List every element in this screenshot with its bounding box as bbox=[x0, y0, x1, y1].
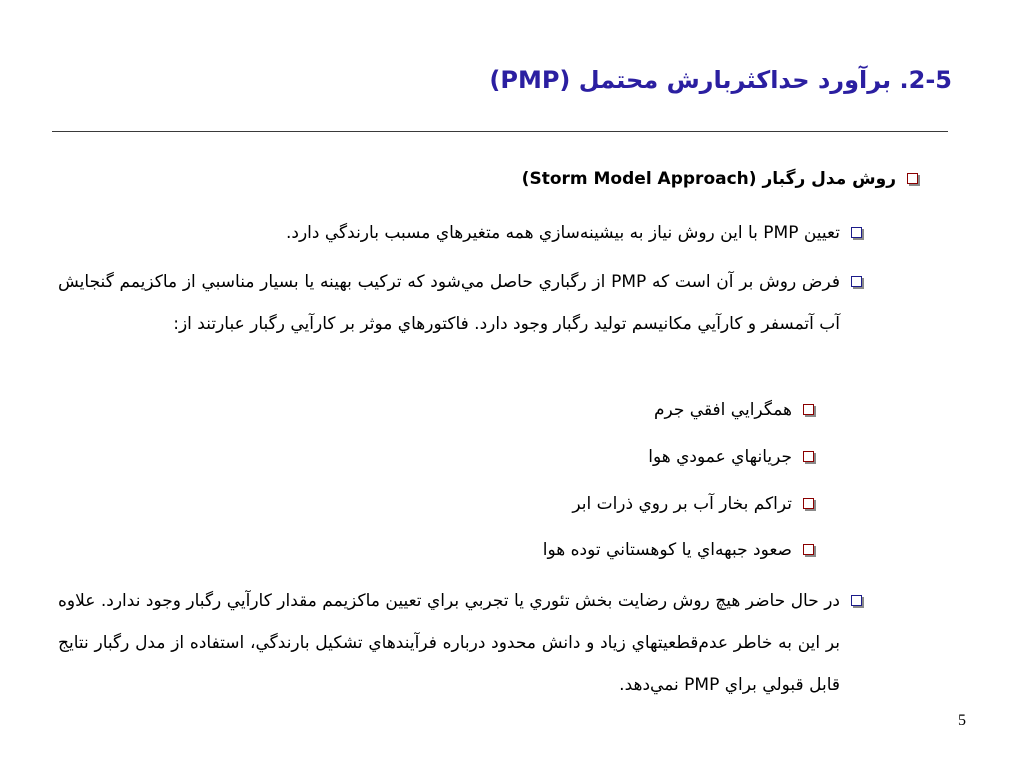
page-number: 5 bbox=[958, 712, 966, 729]
title-divider bbox=[52, 131, 948, 132]
sub-bullet-vertical-currents: جريانهاي عمودي هوا bbox=[292, 436, 792, 478]
bullet-no-satisfactory-method: در حال حاضر هيچ روش رضايت بخش تئوري يا تجربي براي تعيين ماكزيمم مقدار كارآيي رگبار وجود ندارد. علاوه بر اين به خاطر عدم‌قطعيتهاي زياد و دانش محدود درباره فرآيندهاي تشكيل بارندگي، استفاده از مدل رگبار نتايج قابل قبولي براي PMP نمي‌دهد. bbox=[58, 580, 840, 706]
slide-title: 2-5. برآورد حداكثربارش محتمل (PMP) bbox=[489, 66, 952, 94]
sub-bullet-horizontal-convergence: همگرايي افقي جرم bbox=[292, 389, 792, 431]
bullet-pmp-assumption: فرض روش بر آن است كه PMP از رگباري حاصل مي‌شود كه تركيب بهينه يا بسيار مناسبي از ماكزيمم گنجايش آب آتمسفر و كارآيي مكانيسم توليد رگبار وجود دارد. فاكتورهاي موثر بر كارآيي رگبار عبارتند از: bbox=[58, 261, 840, 345]
bullet-pmp-maximization: تعيين PMP با اين روش نياز به بيشينه‌سازي همه متغيرهاي مسبب بارندگي دارد. bbox=[80, 212, 840, 254]
sub-bullet-vapor-condensation: تراكم بخار آب بر روي ذرات ابر bbox=[292, 483, 792, 525]
bullet-storm-model-approach: روش مدل رگبار (Storm Model Approach) bbox=[136, 158, 896, 200]
sub-bullet-frontal-orographic-lifting: صعود جبهه‌اي يا كوهستاني توده هوا bbox=[292, 529, 792, 571]
